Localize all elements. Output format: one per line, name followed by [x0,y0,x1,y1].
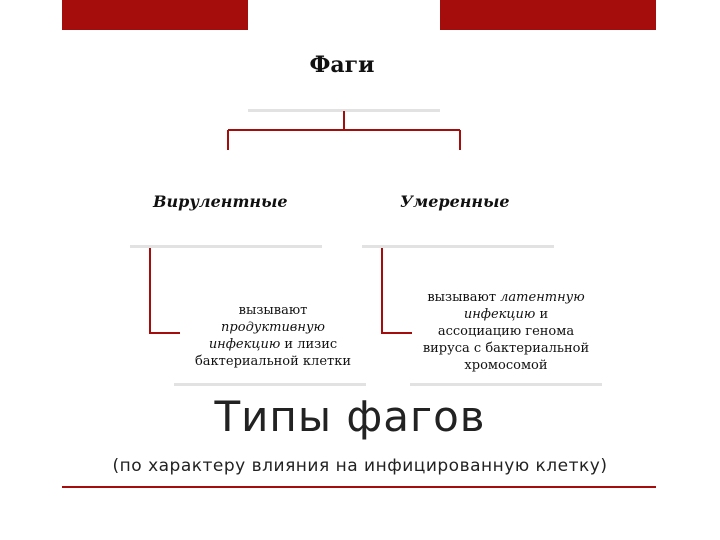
temperate-desc-line1-italic: латентную [500,290,585,305]
virulent-desc-line4: бактериальной клетки [194,354,351,369]
virulent-desc-divider [174,383,366,386]
slide-title [0,392,720,441]
slide-title-text: Типы фагов [214,392,486,441]
virulent-divider [130,245,322,248]
branch-label-virulent: Вирулентные [153,192,288,211]
virulent-desc-line3-rest: и лизис [280,337,338,352]
temperate-desc-line4: вируса с бактериальной [422,341,590,356]
temperate-description [408,289,604,374]
virulent-description [180,302,366,370]
root-node-label: Фаги [309,52,375,78]
branch-label-temperate: Умеренные [400,192,510,211]
temperate-divider [362,245,554,248]
temperate-desc-line2-rest: и [535,307,549,322]
virulent-desc-line1: вызывают [238,303,308,318]
temperate-desc-line2-italic: инфекцию [463,307,536,322]
temperate-desc-line5: хромосомой [464,358,548,373]
temperate-desc-divider [410,383,602,386]
temperate-desc-line3: ассоциацию генома [437,324,575,339]
bottom-accent-line [62,486,656,488]
slide-subtitle: (по характеру влияния на инфицированную клетку) [112,456,608,476]
virulent-desc-line2: продуктивную [221,320,325,335]
temperate-desc-line1-prefix: вызывают [427,290,501,305]
virulent-desc-line3-italic: инфекцию [208,337,281,352]
left-elbow-line [150,248,180,333]
